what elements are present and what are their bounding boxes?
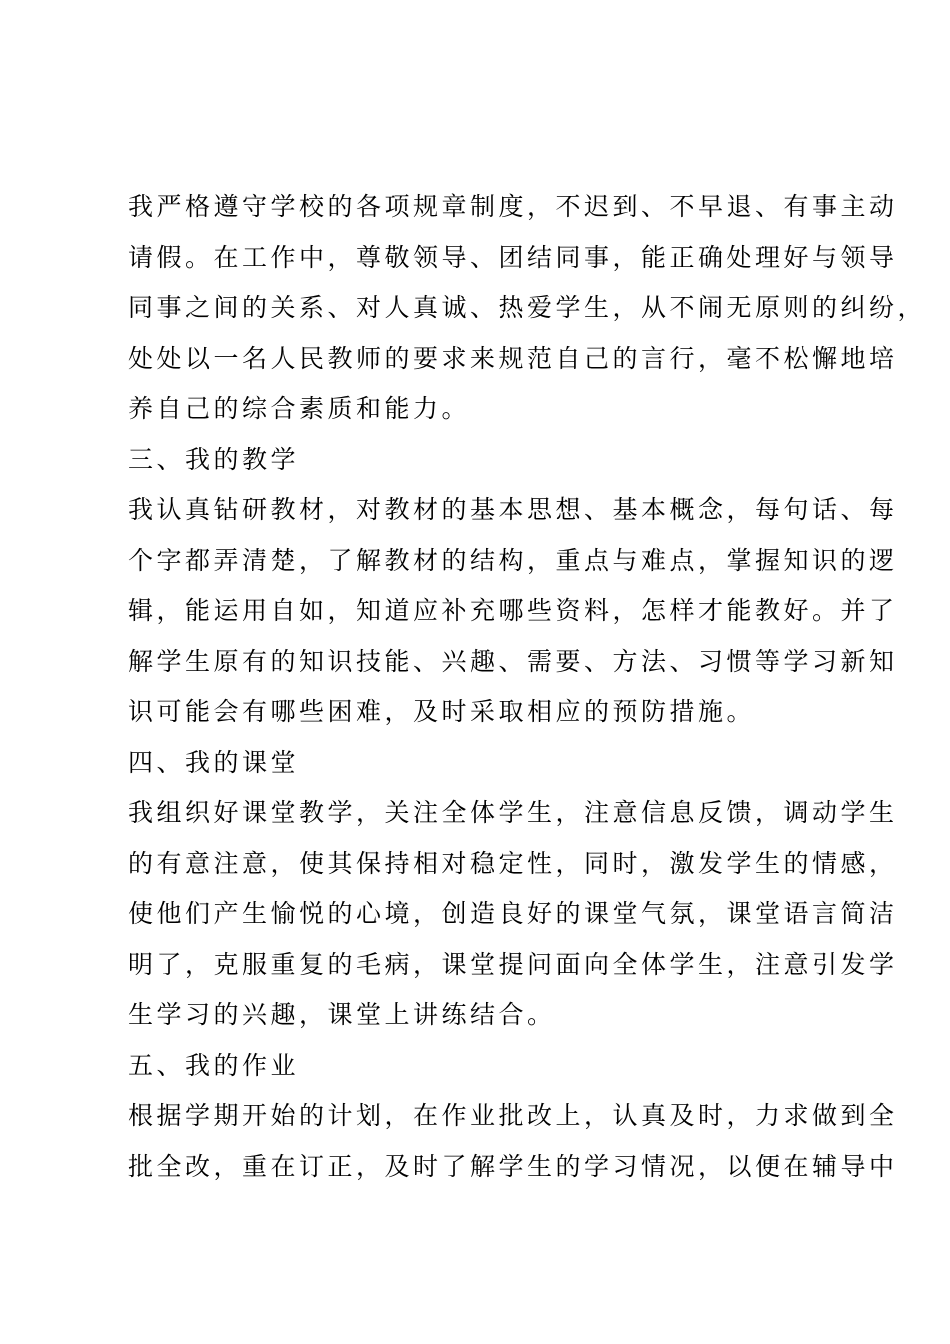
paragraph-line: 解学生原有的知识技能、兴趣、需要、方法、习惯等学习新知	[128, 646, 898, 676]
paragraph-line: 请假。在工作中，尊敬领导、团结同事，能正确处理好与领导	[128, 242, 898, 272]
paragraph-line: 明了，克服重复的毛病，课堂提问面向全体学生，注意引发学	[128, 949, 898, 979]
paragraph-line: 个字都弄清楚，了解教材的结构，重点与难点，掌握知识的逻	[128, 545, 898, 575]
paragraph-line: 我认真钻研教材，对教材的基本思想、基本概念，每句话、每	[128, 495, 898, 524]
paragraph-line: 同事之间的关系、对人真诚、热爱学生，从不闹无原则的纠纷，	[128, 293, 927, 322]
paragraph-line: 我组织好课堂教学，关注全体学生，注意信息反馈，调动学生	[128, 798, 898, 827]
paragraph-line: 生学习的兴趣，课堂上讲练结合。	[128, 1000, 556, 1029]
paragraph-line: 的有意注意，使其保持相对稳定性，同时，激发学生的情感，	[128, 848, 898, 878]
document-body	[128, 182, 927, 1192]
paragraph-line: 使他们产生愉悦的心境，创造良好的课堂气氛，课堂语言简洁	[128, 899, 898, 928]
paragraph-line: 养自己的综合素质和能力。	[128, 394, 471, 423]
section-heading: 五、我的作业	[128, 1050, 300, 1080]
section-heading: 四、我的课堂	[128, 747, 300, 777]
paragraph-line: 我严格遵守学校的各项规章制度，不迟到、不早退、有事主动	[128, 192, 898, 221]
paragraph-line: 批全改，重在订正，及时了解学生的学习情况，以便在辅导中	[128, 1151, 898, 1181]
paragraph-line: 处处以一名人民教师的要求来规范自己的言行，毫不松懈地培	[128, 343, 898, 373]
section-heading: 三、我的教学	[128, 444, 300, 474]
paragraph-line: 根据学期开始的计划，在作业批改上，认真及时，力求做到全	[128, 1101, 898, 1130]
paragraph-line: 辑，能运用自如，知道应补充哪些资料，怎样才能教好。并了	[128, 596, 898, 625]
paragraph-line: 识可能会有哪些困难，及时采取相应的预防措施。	[128, 697, 756, 726]
